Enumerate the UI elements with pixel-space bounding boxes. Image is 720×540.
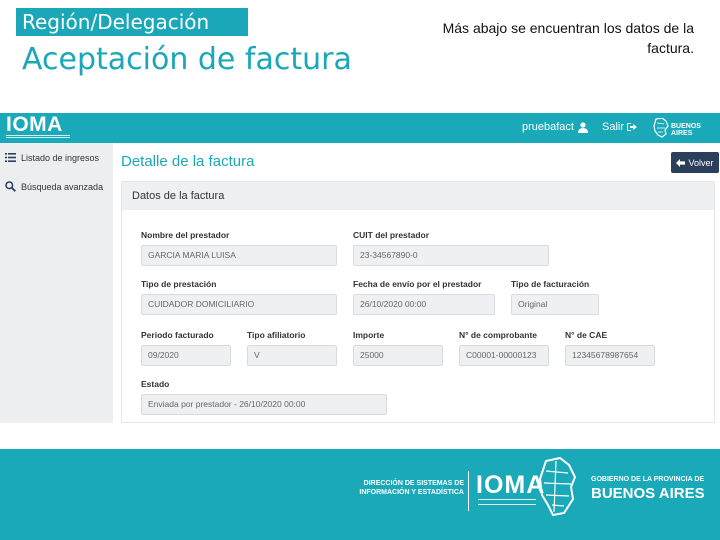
cae-number-label: N° de CAE <box>565 330 608 340</box>
logout-link[interactable]: Salir <box>602 121 625 133</box>
period-label: Periodo facturado <box>141 330 214 340</box>
ioma-logo[interactable]: IOMA <box>6 113 63 136</box>
gov-label-big: BUENOS AIRES <box>591 485 705 502</box>
send-date-field[interactable]: 26/10/2020 00:00 <box>353 294 495 315</box>
affiliate-type-field[interactable]: V <box>247 345 337 366</box>
gov-label: BUENOS AIRES <box>671 123 701 137</box>
voucher-number-field[interactable]: C00001-00000123 <box>459 345 549 366</box>
back-button-label: Volver <box>688 157 714 168</box>
cuit-label: CUIT del prestador <box>353 230 430 240</box>
billing-type-field[interactable]: Original <box>511 294 599 315</box>
logo-underline <box>6 135 70 138</box>
billing-type-label: Tipo de facturación <box>511 279 590 289</box>
direction-line-2: INFORMACIÓN Y ESTADÍSTICA <box>359 489 464 496</box>
provider-name-label: Nombre del prestador <box>141 230 230 240</box>
gov-label-small: GOBIERNO DE LA PROVINCIA DE <box>591 476 705 483</box>
affiliate-type-label: Tipo afiliatorio <box>247 330 306 340</box>
province-map-icon <box>538 457 578 517</box>
back-arrow-icon <box>676 159 685 167</box>
period-field[interactable]: 09/2020 <box>141 345 231 366</box>
sidebar-item-label: Listado de ingresos <box>21 152 100 163</box>
send-date-label: Fecha de envío por el prestador <box>353 279 482 289</box>
sidebar-item-listado[interactable] <box>5 152 99 163</box>
list-icon <box>5 152 16 163</box>
cae-number-field[interactable]: 12345678987654 <box>565 345 655 366</box>
footer-banner <box>0 449 720 540</box>
direction-text <box>340 479 464 497</box>
status-field[interactable]: Enviada por prestador - 26/10/2020 00:00 <box>141 394 387 415</box>
footer-logo-underline <box>478 499 536 505</box>
logout-icon[interactable] <box>627 122 637 132</box>
search-icon <box>5 181 16 192</box>
direction-line-1: DIRECCIÓN DE SISTEMAS DE <box>363 480 464 487</box>
region-tag: Región/Delegación <box>16 8 248 36</box>
amount-label: Importe <box>353 330 385 340</box>
main-content <box>113 143 720 423</box>
user-icon[interactable] <box>578 122 588 133</box>
cuit-field[interactable]: 23-34567890-0 <box>353 245 549 266</box>
sidebar-item-label: Búsqueda avanzada <box>21 181 104 192</box>
service-type-label: Tipo de prestación <box>141 279 217 289</box>
footer-divider <box>468 471 469 511</box>
province-map-icon <box>653 118 669 138</box>
amount-field[interactable]: 25000 <box>353 345 443 366</box>
invoice-data-card <box>121 181 715 423</box>
slide-title: Aceptación de factura <box>22 42 352 77</box>
voucher-number-label: N° de comprobante <box>459 330 538 340</box>
card-title: Datos de la factura <box>132 190 225 202</box>
page-title: Detalle de la factura <box>121 153 255 170</box>
status-label: Estado <box>141 379 170 389</box>
provider-name-field[interactable]: GARCIA MARIA LUISA <box>141 245 337 266</box>
app-screenshot <box>0 113 720 423</box>
slide-note: Más abajo se encuentran los datos de la factura. <box>442 20 694 56</box>
sidebar-item-busqueda[interactable] <box>5 181 103 192</box>
back-button[interactable] <box>671 152 719 173</box>
username[interactable]: pruebafact <box>522 121 574 133</box>
card-header <box>122 182 714 210</box>
sidebar <box>0 143 113 423</box>
footer-ioma-logo: IOMA <box>476 471 546 499</box>
top-bar <box>0 113 720 143</box>
service-type-field[interactable]: CUIDADOR DOMICILIARIO <box>141 294 337 315</box>
